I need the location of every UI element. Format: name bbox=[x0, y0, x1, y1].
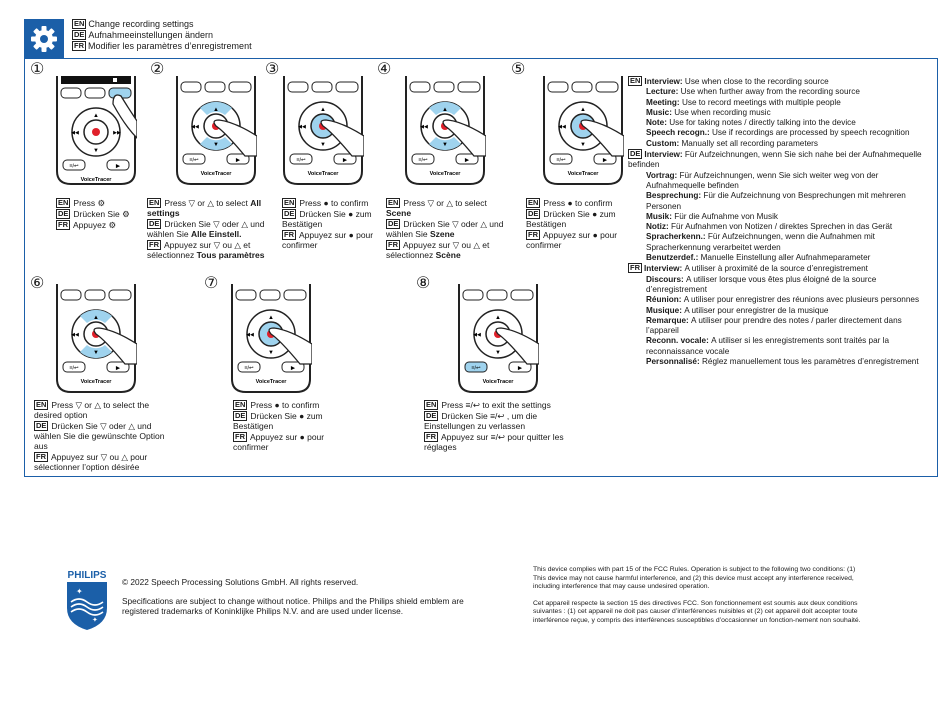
step-text-2 bbox=[147, 198, 267, 261]
svg-text:VoiceTracer: VoiceTracer bbox=[255, 379, 287, 385]
lang-tag: EN bbox=[149, 198, 160, 207]
step-line-fr bbox=[526, 230, 636, 250]
mode-item bbox=[628, 191, 928, 212]
step-line-fr bbox=[233, 432, 343, 452]
mode-desc: Use for taking notes / directly talking into the device bbox=[669, 118, 856, 128]
svg-text:▲: ▲ bbox=[93, 315, 99, 321]
step-line-text: Drücken Sie ⚙ bbox=[73, 209, 130, 219]
step-line-text: Press ● to confirm bbox=[250, 400, 320, 410]
mode-desc: A utiliser pour enregistrer de la musique bbox=[684, 305, 829, 315]
copyright-text: © 2022 Speech Processing Solutions GmbH. All rights reserved. bbox=[122, 577, 359, 587]
step-line-text: Appuyez sur ▽ ou △ et sélectionnez bbox=[386, 240, 490, 260]
mode-term: Personnalisé: bbox=[646, 357, 702, 367]
mode-term: Lecture: bbox=[646, 87, 681, 97]
step-text-5 bbox=[526, 198, 636, 251]
svg-text:VoiceTracer: VoiceTracer bbox=[200, 171, 232, 177]
mode-term: Reconn. vocale: bbox=[646, 336, 712, 346]
svg-text:≡/↩: ≡/↩ bbox=[69, 163, 79, 170]
step-line-de bbox=[34, 421, 174, 451]
lang-tag: FR bbox=[388, 240, 398, 249]
lang-tag: EN bbox=[284, 198, 295, 207]
svg-text:≡/↩: ≡/↩ bbox=[69, 365, 79, 372]
mode-desc: Manuelle Einstellung aller Aufnahmeparameter bbox=[700, 253, 871, 263]
mode-desc: Use when recording music bbox=[674, 107, 771, 117]
svg-text:▲: ▲ bbox=[495, 315, 501, 321]
step-line-fr bbox=[386, 240, 511, 260]
philips-logo bbox=[62, 568, 112, 632]
mode-desc: Use when further away from the recording source bbox=[680, 87, 860, 97]
mode-desc: Use if recordings are processed by speech recognition bbox=[711, 128, 910, 138]
step-line-text: Appuyez sur ▽ ou △ pour sélectionner l’option désirée bbox=[34, 452, 148, 472]
mode-item bbox=[628, 232, 928, 253]
modes-fr bbox=[628, 263, 928, 367]
step-line-bold: Scène bbox=[435, 250, 461, 260]
step-line-text: Press ▽ or △ to select the desired option bbox=[34, 400, 150, 420]
device-illustration-step-2 bbox=[175, 76, 257, 191]
lang-tag: EN bbox=[388, 198, 399, 207]
svg-text:▶: ▶ bbox=[602, 157, 608, 164]
step-line-text: Drücken Sie ▽ oder △ und wählen Sie bbox=[147, 219, 265, 239]
mode-desc: Für Aufzeichnungen, wenn die Aufnahmen mit Spracherkennung verarbeitet werden bbox=[646, 232, 875, 252]
svg-text:▲: ▲ bbox=[268, 315, 274, 321]
mode-item bbox=[628, 316, 928, 337]
step-line-fr bbox=[34, 452, 174, 472]
fcc-fr: Cet appareil respecte la section 15 des directives FCC. Son fonctionnement est soumis aux deux conditions suivantes : (1) cet appareil ne doit pas causer d’interférences nuisibles et (2) cet appareil doit accepter toute interférence reçue, y compris des interférences susceptibles d’occasionner un fonction-nement non souhaité. bbox=[533, 599, 861, 624]
mode-item bbox=[628, 118, 928, 128]
mode-item bbox=[628, 212, 928, 222]
step-text-6 bbox=[34, 400, 174, 473]
mode-item bbox=[628, 275, 928, 296]
mode-term: Note: bbox=[646, 118, 670, 128]
svg-text:PHILIPS: PHILIPS bbox=[67, 570, 107, 581]
step-text-7 bbox=[233, 400, 343, 453]
step-line-text: Appuyez sur ● pour confirmer bbox=[282, 230, 374, 250]
lang-tag: FR bbox=[149, 240, 159, 249]
step-line-en bbox=[386, 198, 511, 218]
svg-text:▲: ▲ bbox=[93, 113, 99, 119]
svg-text:≡/↩: ≡/↩ bbox=[244, 365, 254, 372]
step-line-de bbox=[526, 209, 636, 229]
mode-item bbox=[628, 171, 928, 192]
mode-item bbox=[628, 357, 928, 367]
svg-text:VoiceTracer: VoiceTracer bbox=[482, 379, 514, 385]
lang-tag: DE bbox=[58, 209, 69, 218]
step-line-en bbox=[147, 198, 267, 218]
mode-item bbox=[628, 306, 928, 316]
step-line-text: Press ≡/↩ to exit the settings bbox=[441, 400, 551, 410]
lang-tag: DE bbox=[149, 219, 160, 228]
svg-text:▶: ▶ bbox=[342, 157, 348, 164]
step-line-bold: Scene bbox=[386, 208, 412, 218]
svg-text:≡/↩: ≡/↩ bbox=[296, 157, 306, 164]
step-line-bold: Szene bbox=[429, 229, 455, 239]
lang-tag: DE bbox=[528, 209, 539, 218]
svg-text:▼: ▼ bbox=[320, 142, 326, 148]
fcc-notice bbox=[533, 566, 863, 625]
svg-text:✦: ✦ bbox=[92, 617, 98, 624]
step-line-text: Appuyez ⚙ bbox=[73, 220, 117, 230]
lang-tag: EN bbox=[58, 198, 69, 207]
lang-tag: EN bbox=[528, 198, 539, 207]
mode-item bbox=[628, 139, 928, 149]
step-line-en bbox=[282, 198, 392, 208]
svg-text:✦: ✦ bbox=[76, 587, 83, 596]
mode-term: Musique: bbox=[646, 305, 685, 315]
svg-text:▲: ▲ bbox=[213, 107, 219, 113]
mode-term: Benutzerdef.: bbox=[646, 253, 701, 263]
mode-desc: Use to record meetings with multiple people bbox=[681, 97, 841, 107]
mode-desc: Use when close to the recording source bbox=[684, 77, 829, 86]
lang-tag: EN bbox=[36, 400, 47, 409]
step-line-text: Press ● to confirm bbox=[543, 198, 613, 208]
mode-desc: A utiliser à proximité de la source d’enregistrement bbox=[684, 264, 868, 274]
mode-desc: Für die Aufzeichnung von Besprechungen mit mehreren Personen bbox=[646, 191, 906, 211]
mode-term: Besprechung: bbox=[646, 191, 704, 201]
svg-text:◀◀: ◀◀ bbox=[246, 332, 254, 338]
step-line-de bbox=[56, 209, 144, 219]
step-line-de bbox=[424, 411, 584, 431]
step-line-text: Press ▽ or △ to select bbox=[403, 198, 487, 208]
svg-text:▶: ▶ bbox=[115, 163, 121, 170]
lang-tag: FR bbox=[630, 263, 640, 273]
mode-term: Interview: bbox=[644, 77, 685, 86]
svg-text:▼: ▼ bbox=[93, 350, 99, 356]
svg-text:◀◀: ◀◀ bbox=[558, 124, 566, 130]
step-line-fr bbox=[56, 220, 144, 230]
step-line-text: Drücken Sie ▽ oder △ und wählen Sie die gewünschte Option aus bbox=[34, 421, 165, 451]
svg-text:▶: ▶ bbox=[290, 365, 296, 372]
step-line-en bbox=[526, 198, 636, 208]
svg-text:VoiceTracer: VoiceTracer bbox=[80, 177, 112, 183]
mode-desc: A utiliser si les enregistrements sont traités par la reconnaissance vocale bbox=[646, 336, 890, 356]
gear-icon bbox=[24, 19, 64, 59]
step-number-5: ⑤ bbox=[511, 61, 526, 78]
svg-text:▼: ▼ bbox=[213, 142, 219, 148]
mode-term: Notiz: bbox=[646, 222, 672, 232]
step-text-3 bbox=[282, 198, 392, 251]
lang-tag: DE bbox=[630, 149, 641, 159]
svg-text:▲: ▲ bbox=[580, 107, 586, 113]
mode-item bbox=[628, 295, 928, 305]
step-line-bold: All settings bbox=[147, 198, 262, 218]
mode-desc: A utiliser pour prendre des notes / parler directement dans l’appareil bbox=[646, 315, 902, 336]
svg-text:VoiceTracer: VoiceTracer bbox=[307, 171, 339, 177]
mode-item bbox=[628, 128, 928, 138]
lang-tag: FR bbox=[36, 452, 46, 461]
svg-text:▼: ▼ bbox=[268, 350, 274, 356]
lang-tag: DE bbox=[284, 209, 295, 218]
step-number-3: ③ bbox=[265, 61, 280, 78]
step-text-8 bbox=[424, 400, 584, 453]
modes-de bbox=[628, 149, 928, 263]
step-line-text: Drücken Sie ● zum Bestätigen bbox=[526, 209, 616, 229]
step-line-text: Drücken Sie ▽ oder △ und wählen Sie bbox=[386, 219, 504, 239]
lang-tag: DE bbox=[388, 219, 399, 228]
svg-text:≡/↩: ≡/↩ bbox=[556, 157, 566, 164]
svg-text:≡/↩: ≡/↩ bbox=[471, 365, 481, 372]
fcc-en: This device complies with part 15 of the FCC Rules. Operation is subject to the following two conditions: (1) This device may not cause harmful interference, and (2) this device must accept any interference received, including interference that may cause undesired operation. bbox=[533, 566, 856, 590]
step-line-fr bbox=[424, 432, 584, 452]
step-line-text: Press ▽ or △ to select bbox=[164, 198, 251, 208]
lang-tag: DE bbox=[36, 421, 47, 430]
step-line-text: Drücken Sie ● zum Bestätigen bbox=[233, 411, 323, 431]
mode-term: Musik: bbox=[646, 211, 675, 221]
mode-item bbox=[628, 76, 928, 87]
step-text-1 bbox=[56, 198, 144, 231]
mode-term: Speech recogn.: bbox=[646, 128, 712, 138]
step-number-4: ④ bbox=[377, 61, 392, 78]
device-illustration-step-6 bbox=[55, 284, 137, 399]
mode-term: Interview: bbox=[644, 150, 685, 160]
mode-desc: Réglez manuellement tous les paramètres d’enregistrement bbox=[701, 357, 919, 367]
mode-desc: Manually set all recording parameters bbox=[681, 138, 819, 148]
device-illustration-step-5 bbox=[542, 76, 624, 191]
step-text-4 bbox=[386, 198, 511, 261]
mode-item bbox=[628, 149, 928, 171]
step-line-en bbox=[56, 198, 144, 208]
svg-text:VoiceTracer: VoiceTracer bbox=[429, 171, 461, 177]
svg-text:▶: ▶ bbox=[464, 157, 470, 164]
mode-desc: Für die Aufnahme von Musik bbox=[674, 211, 778, 221]
header-title-en: EN Change recording settings bbox=[74, 19, 194, 29]
modes-en bbox=[628, 76, 928, 149]
svg-text:◀◀: ◀◀ bbox=[71, 332, 79, 338]
mode-desc: Für Aufzeichnungen, wenn Sie sich nahe bei der Aufnahmequelle befinden bbox=[628, 150, 922, 170]
device-illustration-step-1 bbox=[55, 76, 137, 191]
step-number-8: ⑧ bbox=[416, 275, 431, 292]
mode-term: Meeting: bbox=[646, 97, 682, 107]
mode-term: Vortrag: bbox=[646, 170, 680, 180]
step-line-fr bbox=[147, 240, 267, 260]
device-illustration-step-4 bbox=[404, 76, 486, 191]
lang-tag: EN bbox=[235, 400, 246, 409]
lang-tag: DE bbox=[235, 411, 246, 420]
step-number-1: ① bbox=[30, 61, 45, 78]
spec-notice: Specifications are subject to change without notice. Philips and the Philips shield emblem are registered trademarks of Koninklijke Philips N.V. and are used under license. bbox=[122, 596, 464, 616]
step-line-text: Appuyez sur ● pour confirmer bbox=[233, 432, 325, 452]
mode-item bbox=[628, 108, 928, 118]
svg-text:▼: ▼ bbox=[580, 142, 586, 148]
mode-item bbox=[628, 336, 928, 357]
device-illustration-step-8 bbox=[457, 284, 539, 399]
svg-text:▲: ▲ bbox=[320, 107, 326, 113]
step-line-en bbox=[34, 400, 174, 420]
step-number-6: ⑥ bbox=[30, 275, 45, 292]
lang-tag: EN bbox=[426, 400, 437, 409]
lang-tag: FR bbox=[58, 220, 68, 229]
lang-tag: FR bbox=[284, 230, 294, 239]
svg-text:VoiceTracer: VoiceTracer bbox=[80, 379, 112, 385]
mode-term: Discours: bbox=[646, 274, 687, 284]
svg-text:▶: ▶ bbox=[235, 157, 241, 164]
mode-term: Remarque: bbox=[646, 315, 692, 325]
step-number-2: ② bbox=[150, 61, 165, 78]
step-line-de bbox=[147, 219, 267, 239]
mode-item bbox=[628, 87, 928, 97]
mode-term: Spracherkenn.: bbox=[646, 232, 708, 242]
step-line-text: Press ● to confirm bbox=[299, 198, 369, 208]
mode-item bbox=[628, 98, 928, 108]
mode-term: Réunion: bbox=[646, 295, 684, 305]
svg-text:◀◀: ◀◀ bbox=[191, 124, 199, 130]
step-line-de bbox=[233, 411, 343, 431]
step-line-text: Drücken Sie ≡/↩ , um die Einstellungen zu verlassen bbox=[424, 411, 538, 431]
svg-text:▲: ▲ bbox=[442, 107, 448, 113]
scene-modes-list bbox=[628, 76, 928, 367]
mode-term: Interview: bbox=[644, 264, 685, 274]
mode-item bbox=[628, 222, 928, 232]
settings-gear-badge bbox=[24, 19, 64, 59]
device-illustration-step-7 bbox=[230, 284, 312, 399]
svg-text:▼: ▼ bbox=[93, 148, 99, 154]
step-line-fr bbox=[282, 230, 392, 250]
svg-text:≡/↩: ≡/↩ bbox=[189, 157, 199, 164]
step-line-bold: Alle Einstell. bbox=[190, 229, 242, 239]
mode-item bbox=[628, 253, 928, 263]
mode-desc: A utiliser lorsque vous êtes plus éloigné de la source d’enregistrement bbox=[646, 274, 877, 294]
lang-tag: DE bbox=[426, 411, 437, 420]
svg-text:◀◀: ◀◀ bbox=[298, 124, 306, 130]
step-line-text: Appuyez sur ● pour confirmer bbox=[526, 230, 618, 250]
device-illustration-step-3 bbox=[282, 76, 364, 191]
step-line-de bbox=[386, 219, 511, 239]
step-line-text: Drücken Sie ● zum Bestätigen bbox=[282, 209, 372, 229]
lang-tag: FR bbox=[528, 230, 538, 239]
svg-text:◀◀: ◀◀ bbox=[473, 332, 481, 338]
lang-tag: EN bbox=[630, 76, 641, 85]
header-title-de: DE Aufnahmeeinstellungen ändern bbox=[74, 30, 214, 40]
svg-text:▶: ▶ bbox=[115, 365, 121, 372]
step-line-en bbox=[424, 400, 584, 410]
svg-text:≡/↩: ≡/↩ bbox=[418, 157, 428, 164]
step-line-en bbox=[233, 400, 343, 410]
step-line-text: Appuyez sur ≡/↩ pour quitter les réglages bbox=[424, 432, 564, 452]
mode-desc: A utiliser pour enregistrer des réunions avec plusieurs personnes bbox=[683, 295, 920, 305]
step-number-7: ⑦ bbox=[204, 275, 219, 292]
svg-text:VoiceTracer: VoiceTracer bbox=[567, 171, 599, 177]
svg-text:▶▶: ▶▶ bbox=[113, 130, 121, 136]
step-line-text: Appuyez sur ▽ ou △ et sélectionnez bbox=[147, 240, 251, 260]
svg-text:▼: ▼ bbox=[495, 350, 501, 356]
svg-text:▶: ▶ bbox=[517, 365, 523, 372]
step-line-bold: Tous paramètres bbox=[196, 250, 265, 260]
svg-text:◀◀: ◀◀ bbox=[420, 124, 428, 130]
mode-item bbox=[628, 263, 928, 274]
mode-term: Music: bbox=[646, 107, 675, 117]
step-line-text: Press ⚙ bbox=[73, 198, 106, 208]
lang-tag: FR bbox=[426, 432, 436, 441]
step-line-de bbox=[282, 209, 392, 229]
svg-text:◀◀: ◀◀ bbox=[71, 130, 79, 136]
mode-desc: Für Aufzeichnungen, wenn Sie sich weiter weg von der Aufnahmequelle befinden bbox=[646, 170, 879, 190]
svg-text:▼: ▼ bbox=[442, 142, 448, 148]
header-title-fr: FR Modifier les paramètres d’enregistrement bbox=[74, 41, 252, 51]
mode-desc: Für Aufnahmen von Notizen / direktes Sprechen in das Gerät bbox=[671, 222, 893, 232]
lang-tag: FR bbox=[235, 432, 245, 441]
mode-term: Custom: bbox=[646, 138, 682, 148]
